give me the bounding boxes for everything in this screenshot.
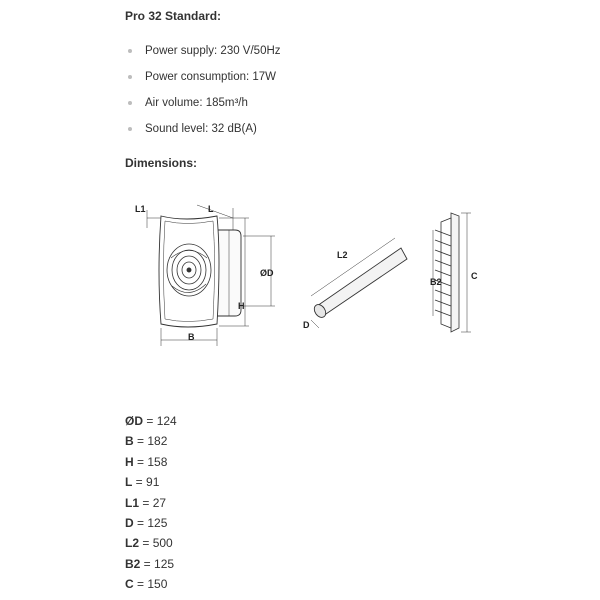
dimension-row: L2 = 500 xyxy=(125,536,173,551)
spec-item xyxy=(125,90,281,116)
label-l2: L2 xyxy=(337,250,348,260)
dimension-key: ØD xyxy=(125,414,143,428)
dimension-key: L xyxy=(125,475,133,490)
dimension-row: D = 125 xyxy=(125,515,168,530)
dimension-row: B = 182 xyxy=(125,434,168,449)
spec-list xyxy=(125,38,281,142)
bullet-icon xyxy=(128,49,132,53)
label-l1: L1 xyxy=(135,204,146,214)
dimension-key: D xyxy=(125,515,134,530)
spec-text: Power consumption: 17W xyxy=(145,71,277,83)
dimension-row: H = 158 xyxy=(125,454,168,469)
dimensions-heading: Dimensions: xyxy=(125,156,198,170)
label-c: C xyxy=(471,271,478,281)
spec-text: Sound level: 32 dB(A) xyxy=(145,123,257,135)
bullet-icon xyxy=(128,127,132,131)
label-d: D xyxy=(303,320,310,330)
dimension-value: 500 xyxy=(152,536,173,551)
duct-pipe-drawing xyxy=(311,238,407,328)
bullet-icon xyxy=(128,101,132,105)
dimension-value: 150 xyxy=(147,577,168,592)
dimension-row: C = 150 xyxy=(125,577,168,592)
dimension-values xyxy=(125,411,177,595)
dimension-value: 182 xyxy=(147,434,168,449)
dimension-value: 158 xyxy=(147,454,168,469)
label-od: ØD xyxy=(260,268,274,278)
dimension-value: 125 xyxy=(147,515,168,530)
dimension-key: L2 xyxy=(125,536,140,551)
product-title: Pro 32 Standard: xyxy=(125,9,222,23)
spec-text: Power supply: 230 V/50Hz xyxy=(145,45,281,57)
spec-item xyxy=(125,38,281,64)
label-b2: B2 xyxy=(430,277,442,287)
dimension-drawing xyxy=(125,188,485,363)
dimension-key: L1 xyxy=(125,495,140,510)
spec-item xyxy=(125,64,281,90)
label-l: L xyxy=(208,204,214,214)
dimension-row: B2 = 125 xyxy=(125,556,175,571)
dimension-value: 91 xyxy=(146,475,160,490)
dimension-value: 125 xyxy=(154,556,175,571)
dimension-key: B xyxy=(125,434,134,449)
dimension-key: B2 xyxy=(125,556,141,571)
dimension-row: ØD = 124 xyxy=(125,414,177,428)
label-h: H xyxy=(238,301,245,311)
dimension-row: L1 = 27 xyxy=(125,495,167,510)
spec-text: Air volume: 185m³/h xyxy=(145,97,248,109)
dimension-value: 27 xyxy=(152,495,167,510)
label-b: B xyxy=(188,332,195,342)
dimension-value: 124 xyxy=(156,414,177,428)
spec-item xyxy=(125,116,281,142)
bullet-icon xyxy=(128,75,132,79)
fan-drawing xyxy=(147,205,275,346)
dimension-key: H xyxy=(125,454,134,469)
dimension-row: L = 91 xyxy=(125,475,160,490)
dimension-key: C xyxy=(125,577,134,592)
side-profile-drawing xyxy=(433,213,471,332)
